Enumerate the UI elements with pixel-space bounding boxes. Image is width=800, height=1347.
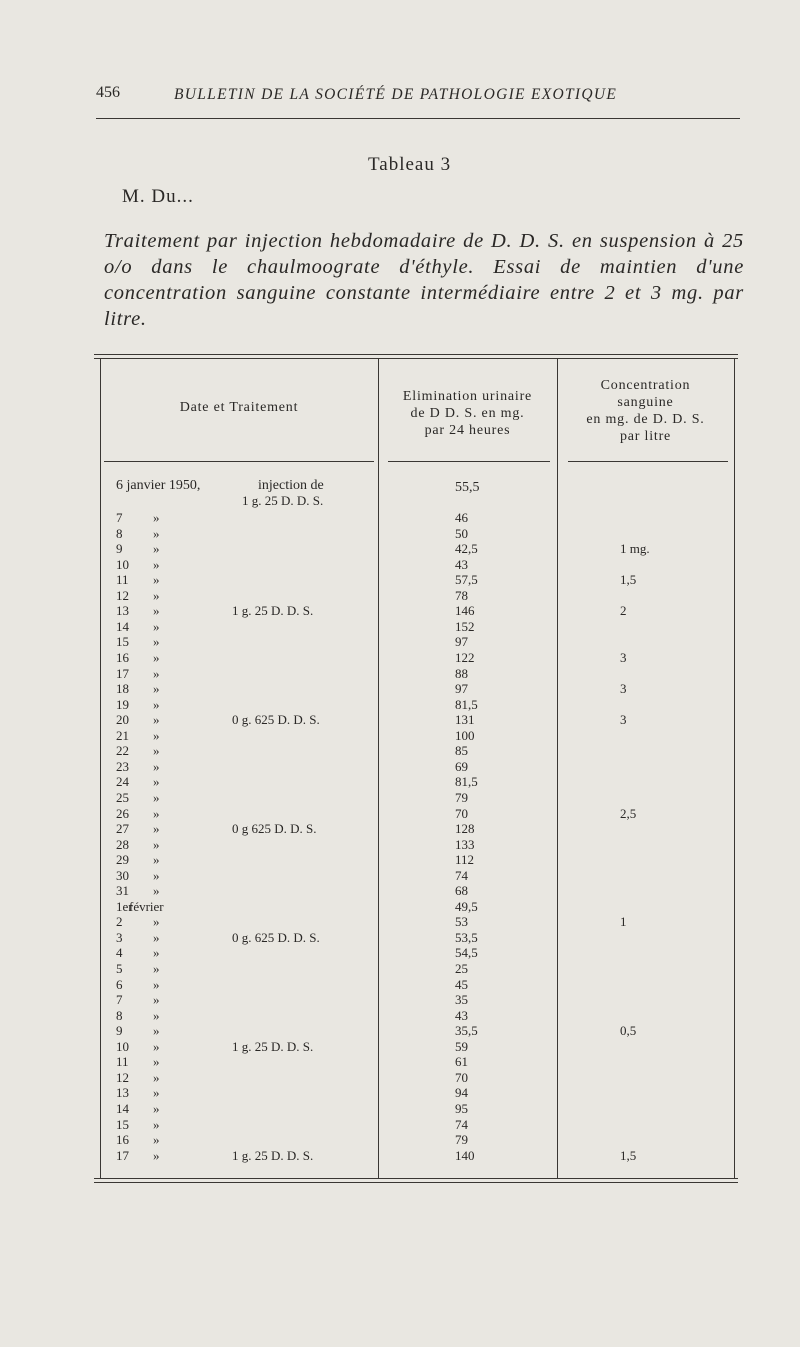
table-bottom-rule bbox=[94, 1178, 738, 1179]
row-day: 15 bbox=[116, 634, 129, 650]
row-day: 21 bbox=[116, 727, 129, 743]
row-elimination: 46 bbox=[455, 510, 468, 525]
row-ditto-mark: » bbox=[153, 1023, 160, 1039]
row-ditto-mark: » bbox=[153, 1116, 160, 1132]
row-day: 19 bbox=[116, 696, 129, 712]
first-row-treatment: injection de bbox=[258, 478, 324, 493]
row-day: 29 bbox=[116, 852, 129, 868]
row-ditto-mark: » bbox=[153, 556, 160, 572]
table-col-divider-2 bbox=[557, 358, 558, 1178]
row-elimination: 97 bbox=[455, 681, 468, 696]
row-elimination: 43 bbox=[455, 556, 468, 572]
row-ditto-mark: » bbox=[153, 541, 160, 557]
row-ditto-mark: » bbox=[153, 743, 160, 759]
row-elimination: 81,5 bbox=[455, 774, 478, 790]
row-ditto-mark: » bbox=[153, 961, 160, 976]
column-header-elimination-line: Elimination urinaire bbox=[402, 389, 533, 404]
row-ditto-mark: » bbox=[153, 618, 160, 634]
row-day: 28 bbox=[116, 836, 129, 852]
row-day: 14 bbox=[116, 618, 129, 634]
row-elimination: 97 bbox=[455, 634, 468, 650]
header-underline-date bbox=[104, 461, 374, 462]
row-elimination: 45 bbox=[455, 976, 468, 992]
row-elimination: 95 bbox=[455, 1100, 468, 1116]
row-day: 7 bbox=[116, 510, 123, 525]
row-day: 10 bbox=[116, 556, 129, 572]
row-elimination: 78 bbox=[455, 587, 468, 603]
row-day: 17 bbox=[116, 1147, 129, 1163]
row-elimination: 131 bbox=[455, 712, 475, 728]
row-ditto-mark: » bbox=[153, 1038, 160, 1054]
column-header-concentration-line: sanguine bbox=[617, 395, 674, 410]
row-ditto-mark: » bbox=[153, 681, 160, 696]
row-ditto-mark: » bbox=[153, 945, 160, 961]
row-concentration: 2 bbox=[620, 603, 627, 619]
row-elimination: 152 bbox=[455, 618, 475, 634]
row-day: 8 bbox=[116, 1007, 123, 1023]
row-elimination: 74 bbox=[455, 867, 468, 883]
row-elimination: 69 bbox=[455, 758, 468, 774]
row-elimination: 42,5 bbox=[455, 541, 478, 557]
row-elimination: 146 bbox=[455, 603, 475, 619]
table-top-rule bbox=[94, 354, 738, 355]
row-elimination: 81,5 bbox=[455, 696, 478, 712]
row-elimination: 43 bbox=[455, 1007, 468, 1023]
first-row-treatment-dose: 1 g. 25 D. D. S. bbox=[242, 493, 324, 508]
row-elimination: 70 bbox=[455, 805, 468, 821]
row-day: 18 bbox=[116, 681, 129, 696]
row-ditto-mark: » bbox=[153, 914, 160, 930]
row-elimination: 49,5 bbox=[455, 898, 478, 914]
row-ditto-mark: » bbox=[153, 665, 160, 681]
row-elimination: 112 bbox=[455, 852, 475, 868]
row-treatment: 0 g. 625 D. D. S. bbox=[232, 712, 320, 728]
row-ditto-mark: » bbox=[153, 774, 160, 790]
row-elimination: 53,5 bbox=[455, 929, 478, 945]
row-ditto-mark: » bbox=[153, 1069, 160, 1085]
row-treatment: 0 g. 625 D. D. S. bbox=[232, 929, 320, 945]
tableau-label: Tableau 3 bbox=[368, 154, 452, 175]
row-day: 15 bbox=[116, 1116, 129, 1132]
row-day: 12 bbox=[116, 587, 129, 603]
row-elimination: 50 bbox=[455, 525, 468, 541]
row-elimination: 61 bbox=[455, 1054, 468, 1070]
row-treatment: 1 g. 25 D. D. S. bbox=[232, 1147, 314, 1163]
row-elimination: 140 bbox=[455, 1147, 475, 1163]
row-ditto-mark: » bbox=[153, 634, 160, 650]
row-day: 3 bbox=[116, 929, 123, 945]
row-elimination: 79 bbox=[455, 1132, 468, 1147]
row-day: 20 bbox=[116, 712, 129, 728]
column-header-date: Date et Traitement bbox=[179, 400, 299, 415]
row-concentration: 1 mg. bbox=[620, 541, 650, 557]
row-day: 13 bbox=[116, 1085, 129, 1101]
row-elimination: 68 bbox=[455, 883, 468, 899]
row-ditto-mark: » bbox=[153, 1132, 160, 1147]
row-ditto-mark: » bbox=[153, 821, 160, 836]
row-elimination: 54,5 bbox=[455, 945, 478, 961]
row-ditto-mark: » bbox=[153, 805, 160, 821]
row-ditto-mark: » bbox=[153, 1085, 160, 1101]
row-ditto-mark: » bbox=[153, 1147, 160, 1163]
row-day: 17 bbox=[116, 665, 129, 681]
patient-name: M. Du... bbox=[122, 186, 194, 207]
column-header-concentration bbox=[557, 377, 734, 445]
row-day: 8 bbox=[116, 525, 123, 541]
row-day: 7 bbox=[116, 992, 123, 1007]
row-concentration: 3 bbox=[620, 650, 627, 665]
table-caption: Traitement par injection hebdomadaire de D. D. S. en suspension à 25 o/o dans le chaulmoograte d'éthyle. Essai de maintien d'une concentration sanguine constante intermédiaire entre 2 et 3 mg. par litre. bbox=[104, 230, 744, 330]
row-day: 26 bbox=[116, 805, 129, 821]
row-concentration: 3 bbox=[620, 712, 627, 728]
row-day: 24 bbox=[116, 774, 129, 790]
header-rule bbox=[96, 118, 740, 119]
row-concentration: 1 bbox=[620, 914, 627, 930]
row-ditto-mark: » bbox=[153, 587, 160, 603]
row-elimination: 94 bbox=[455, 1085, 468, 1101]
row-elimination: 57,5 bbox=[455, 572, 478, 588]
row-day: 16 bbox=[116, 650, 129, 665]
row-ditto-mark: » bbox=[153, 852, 160, 868]
row-ditto-mark: » bbox=[153, 525, 160, 541]
column-header-concentration-line: par litre bbox=[619, 429, 672, 444]
row-elimination: 128 bbox=[455, 821, 475, 836]
row-elimination: 85 bbox=[455, 743, 468, 759]
row-elimination: 133 bbox=[455, 836, 475, 852]
row-elimination: 35,5 bbox=[455, 1023, 478, 1039]
row-elimination: 70 bbox=[455, 1069, 468, 1085]
row-day: 2 bbox=[116, 914, 123, 930]
column-header-concentration-line: en mg. de D. D. S. bbox=[586, 412, 705, 427]
row-elimination: 79 bbox=[455, 789, 468, 805]
row-ditto-mark: » bbox=[153, 727, 160, 743]
column-header-elimination-line: par 24 heures bbox=[424, 423, 511, 438]
row-ditto-mark: » bbox=[153, 603, 160, 619]
table-right-border bbox=[734, 358, 735, 1178]
table-bottom-rule-inner bbox=[94, 1182, 738, 1183]
row-concentration: 1,5 bbox=[620, 572, 637, 588]
row-day: 16 bbox=[116, 1132, 129, 1147]
column-header-elimination-line: de D D. S. en mg. bbox=[410, 406, 525, 421]
row-day: 27 bbox=[116, 821, 129, 836]
header-underline-elim bbox=[388, 461, 550, 462]
row-ditto-mark: » bbox=[153, 712, 160, 728]
row-day: 10 bbox=[116, 1038, 129, 1054]
row-treatment: 1 g. 25 D. D. S. bbox=[232, 603, 314, 619]
row-day: 11 bbox=[116, 572, 129, 588]
column-header-concentration-line: Concentration bbox=[600, 378, 691, 393]
row-concentration: 1,5 bbox=[620, 1147, 637, 1163]
row-day: 6 bbox=[116, 976, 123, 992]
row-ditto-mark: » bbox=[153, 992, 160, 1007]
row-day: 4 bbox=[116, 945, 123, 961]
row-elimination: 100 bbox=[455, 727, 475, 743]
row-day: 11 bbox=[116, 1054, 129, 1070]
row-day: 22 bbox=[116, 743, 129, 759]
row-ditto-mark: » bbox=[153, 789, 160, 805]
row-ditto-mark: » bbox=[153, 1054, 160, 1070]
row-ditto-mark: » bbox=[153, 867, 160, 883]
row-day: 9 bbox=[116, 541, 123, 557]
row-day: 9 bbox=[116, 1023, 123, 1039]
row-day: 5 bbox=[116, 961, 123, 976]
first-row-elimination: 55,5 bbox=[455, 480, 480, 495]
row-treatment: 0 g 625 D. D. S. bbox=[232, 821, 317, 836]
row-day: 12 bbox=[116, 1069, 129, 1085]
row-concentration: 0,5 bbox=[620, 1023, 637, 1039]
row-ditto-mark: » bbox=[153, 696, 160, 712]
row-ditto-mark: » bbox=[153, 883, 160, 899]
row-elimination: 74 bbox=[455, 1116, 468, 1132]
row-ditto-mark: » bbox=[153, 510, 160, 525]
table-col-divider-1 bbox=[378, 358, 379, 1178]
table-left-border bbox=[100, 358, 101, 1178]
row-day: 25 bbox=[116, 789, 129, 805]
row-ditto-mark: » bbox=[153, 758, 160, 774]
row-day: 13 bbox=[116, 603, 129, 619]
row-day: 31 bbox=[116, 883, 129, 899]
table-top-rule-inner bbox=[94, 358, 738, 359]
row-concentration: 3 bbox=[620, 681, 627, 696]
row-treatment: 1 g. 25 D. D. S. bbox=[232, 1038, 314, 1054]
row-ditto-mark: » bbox=[153, 836, 160, 852]
row-ditto-mark: » bbox=[153, 929, 160, 945]
running-title: BULLETIN DE LA SOCIÉTÉ DE PATHOLOGIE EXOTIQUE bbox=[174, 86, 618, 103]
row-day: 1er bbox=[116, 898, 133, 914]
row-elimination: 122 bbox=[455, 650, 475, 665]
page-number: 456 bbox=[96, 84, 120, 101]
row-ditto-mark: » bbox=[153, 1007, 160, 1023]
row-elimination: 53 bbox=[455, 914, 468, 930]
row-day: 14 bbox=[116, 1100, 129, 1116]
row-ditto-mark: » bbox=[153, 572, 160, 588]
row-ditto-mark: » bbox=[153, 650, 160, 665]
header-underline-conc bbox=[568, 461, 728, 462]
row-elimination: 25 bbox=[455, 961, 468, 976]
column-header-elimination bbox=[378, 388, 557, 439]
row-month: février bbox=[129, 898, 164, 914]
row-elimination: 35 bbox=[455, 992, 468, 1007]
row-day: 23 bbox=[116, 758, 129, 774]
row-elimination: 88 bbox=[455, 665, 468, 681]
row-day: 30 bbox=[116, 867, 129, 883]
row-ditto-mark: » bbox=[153, 1100, 160, 1116]
row-elimination: 59 bbox=[455, 1038, 468, 1054]
row-concentration: 2,5 bbox=[620, 805, 637, 821]
first-row-date: 6 janvier 1950, bbox=[116, 478, 201, 493]
row-ditto-mark: » bbox=[153, 976, 160, 992]
